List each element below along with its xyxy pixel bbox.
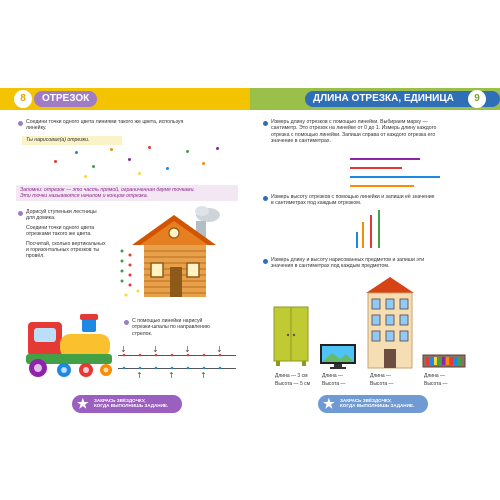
rtask3-text [271,257,466,270]
svg-text:↓: ↓ [152,345,159,354]
dot [110,148,113,151]
rtask1-line: отрезка с помощью линейки. Запиши справа от каждого отрезка его [271,131,436,138]
length-label: Длина — [322,373,344,379]
star-icon: ★ [77,396,89,411]
task3-text [132,318,232,337]
rtask3-line: Измерь длину и высоту нарисованных предметов и запиши эти [271,257,425,263]
svg-text:↑: ↑ [200,371,207,380]
task1-line: линейку. [26,125,47,132]
height-label: Высота — [322,381,346,387]
bookshelf-illustration [422,354,466,368]
task-bullet [263,121,268,126]
rtask2-line: в сантиметрах под каждым отрезком. [271,200,362,207]
svg-text:↓: ↓ [120,345,127,354]
dot [202,162,205,165]
definition-line: Эти точки называются началом и концом отрезка. [20,193,149,200]
segment [350,176,440,178]
task3-line: С помощью линейки нарисуй [132,318,203,324]
dot [92,165,95,168]
length-label: Длина — 3 см [275,373,308,379]
task2-line: провёл. [26,253,45,260]
segment [350,158,420,160]
measurement-tv [322,373,346,387]
star-button-line: ЗАКРАСЬ ЗВЁЗДОЧКУ, [340,398,392,403]
svg-text:↓: ↓ [184,345,191,354]
star-button-line: ЗАКРАСЬ ЗВЁЗДОЧКУ, [94,398,146,403]
task2-line: для домика. [26,215,56,222]
dot [138,172,141,175]
dot [186,150,189,153]
length-label: Длина — [370,373,392,379]
task2-text [26,209,126,260]
height-label: Высота — 5 см [275,381,311,387]
rtask3-line: значения в сантиметрах под каждым предметом. [271,263,390,270]
rtask1-text [271,119,466,145]
task-bullet [263,196,268,201]
task2-line: Дорисуй ступеньки лестницы [26,209,97,215]
bottom-margin [0,435,500,500]
height-label: Высота — [370,381,394,387]
task-bullet [18,121,23,126]
task-bullet [263,259,268,264]
log-house-illustration [118,205,230,305]
building-illustration [362,275,418,370]
task1-text [26,119,231,132]
dot [84,175,87,178]
star-button-line: КОГДА ВЫПОЛНИШЬ ЗАДАНИЕ. [340,403,415,409]
star-complete-button-left[interactable] [72,395,182,413]
measurement-cupboard [275,373,310,387]
task2-line: и горизонтальных отрезков ты [26,247,100,254]
rtask1-line: значение в сантиметрах. [271,138,331,145]
rtask2-line: Измерь высоту отрезков с помощью линейки и запиши её значение [271,194,435,200]
dot [54,160,57,163]
svg-text:↑: ↑ [168,371,175,380]
task2-line: Соедини точки одного цвета [26,224,95,231]
definition-line: Запомни: отрезок — это часть прямой, ограниченная двумя точками. [20,187,195,193]
task-bullet [18,211,23,216]
dot [166,167,169,170]
vertical-segment [362,222,364,248]
measurement-bookshelf [424,373,448,387]
top-margin [0,0,500,80]
task2-line: отрезками такого же цвета. [26,231,92,238]
left-page-title: ОТРЕЗОК [34,91,97,107]
svg-text:↑: ↑ [136,371,143,380]
task-bullet [124,320,129,325]
page-number-left: 8 [14,90,32,108]
vertical-segment [370,215,372,248]
star-complete-button-right[interactable] [318,395,428,413]
segment [350,185,414,187]
dot [75,151,78,154]
star-button-line: КОГДА ВЫПОЛНИШЬ ЗАДАНИЕ. [94,403,169,409]
definition-text [20,187,235,200]
rtask1-line: Измерь длину отрезков с помощью линейки. Выбираем марку — [271,119,428,125]
task3-line: отрезки-шпалы по направлению [132,324,210,331]
dot [128,158,131,161]
vertical-segment [378,210,380,248]
measurement-building [370,373,394,387]
segment [350,167,402,169]
page-number-right: 9 [468,90,486,108]
train-illustration [22,312,118,382]
sleeper-arrows [118,344,236,380]
height-label: Высота — [424,381,448,387]
task1-line: Соедини точки одного цвета линиями такого же цвета, используя [26,119,184,125]
task3-line: стрелок. [132,330,153,337]
svg-text:↓: ↓ [216,345,223,354]
rtask2-text [271,194,466,207]
tv-illustration [318,342,358,370]
task2-line: Посчитай, сколько вертикальных [26,240,106,247]
right-page-title: ДЛИНА ОТРЕЗКА, ЕДИНИЦА ДЛИНЫ [305,91,500,107]
task1-note: Ты нарисовал(а) отрезки. [26,137,90,143]
dot [216,147,219,150]
rtask1-line: сантиметр. Это отрезок на линейке от 0 до 1. Измерь длину каждого [271,125,437,132]
dot [148,146,151,149]
vertical-segment [356,232,358,248]
length-label: Длина — [424,373,446,379]
cupboard-illustration [272,305,310,367]
star-icon: ★ [323,396,335,411]
